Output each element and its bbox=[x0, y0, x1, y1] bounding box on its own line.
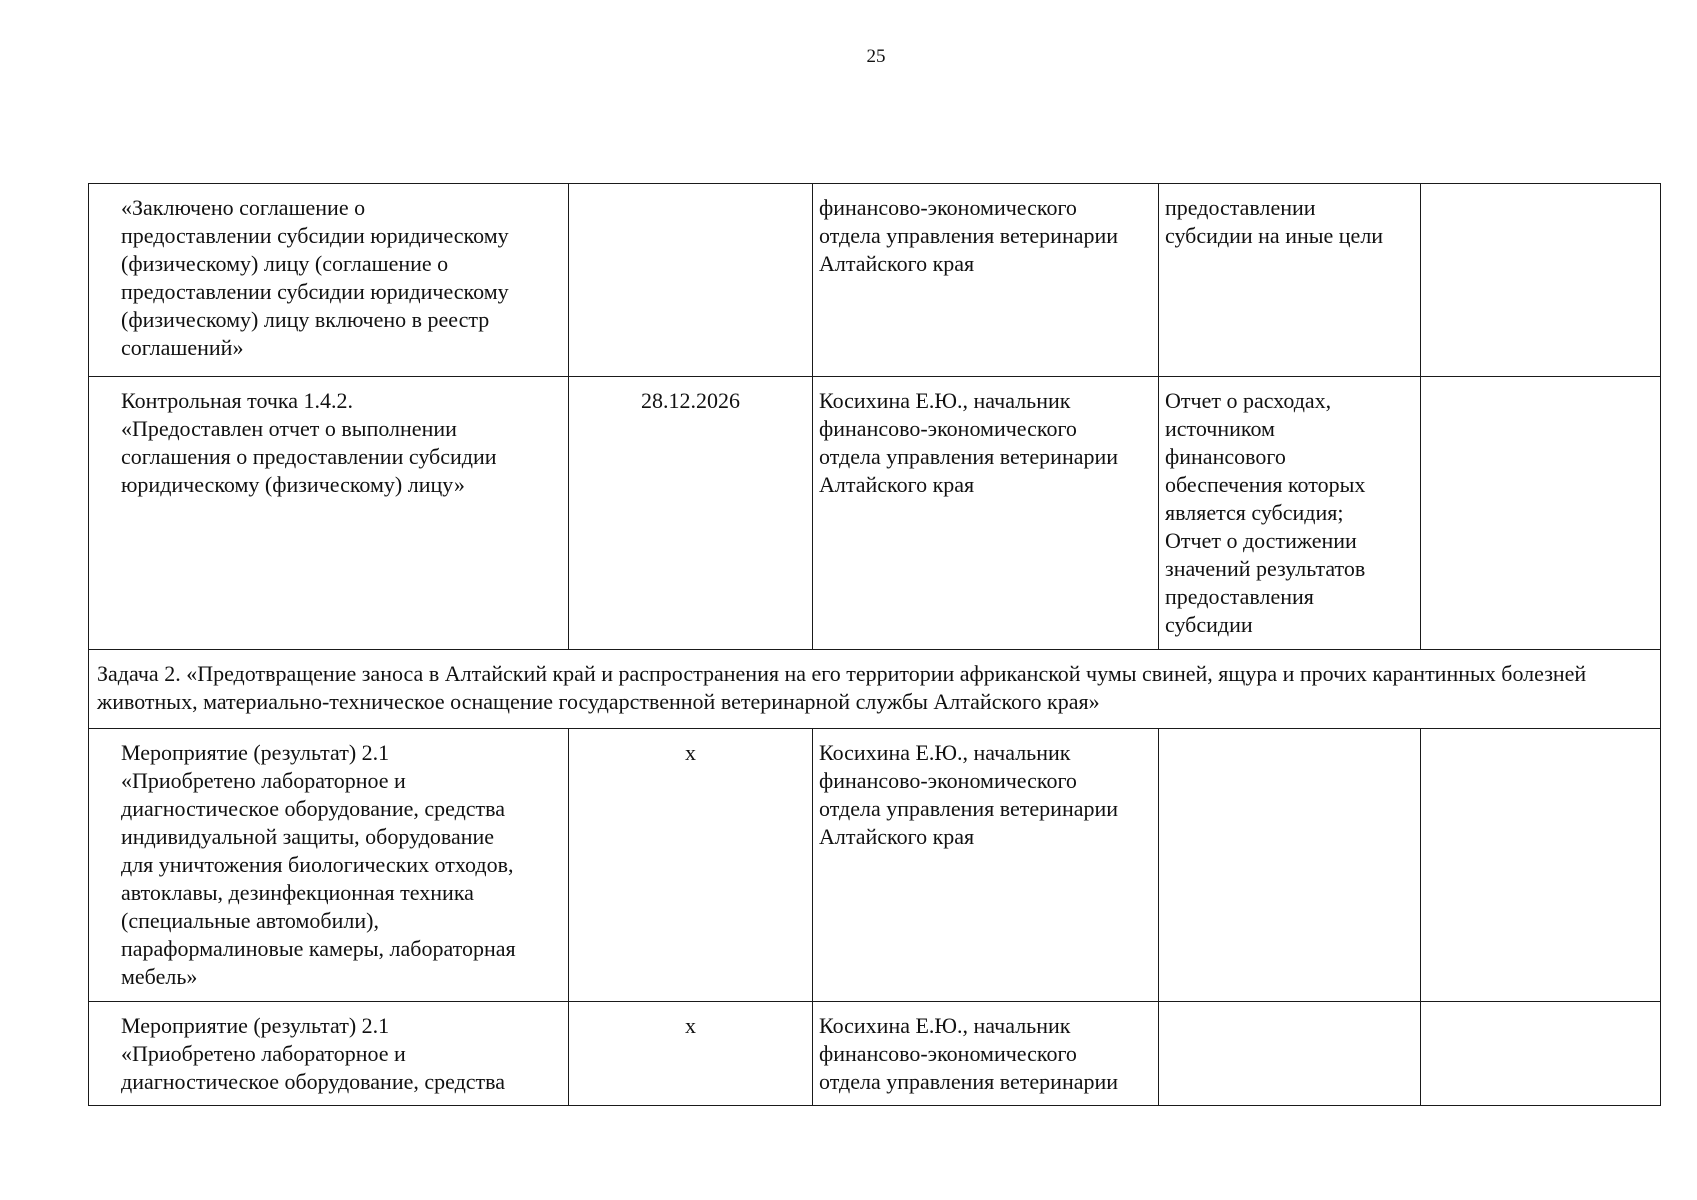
responsible-person: Косихина Е.Ю., начальник финансово-экономического отдела управления ветеринарии bbox=[819, 1013, 1119, 1094]
event-cell bbox=[89, 729, 569, 1002]
date-cell bbox=[569, 184, 813, 377]
responsible-person: Косихина Е.Ю., начальник финансово-экономического отдела управления ветеринарии Алтайского края bbox=[819, 388, 1119, 497]
event-cell bbox=[89, 1002, 569, 1106]
responsible-person: Косихина Е.Ю., начальник финансово-экономического отдела управления ветеринарии Алтайского края bbox=[819, 740, 1119, 849]
responsible-cell bbox=[813, 1002, 1159, 1106]
document-cell bbox=[1159, 729, 1421, 1002]
extra-cell bbox=[1421, 184, 1661, 377]
responsible-cell bbox=[813, 184, 1159, 377]
extra-cell bbox=[1421, 377, 1661, 650]
plan-table bbox=[88, 183, 1661, 1106]
task-cell bbox=[89, 650, 1661, 729]
task-text: Задача 2. «Предотвращение заноса в Алтайский край и распространения на его территории африканской чумы свиней, ящура и прочих карантинных болезней животных, материально-техническое оснащение государственной ветеринарной службы Алтайского края» bbox=[97, 661, 1587, 714]
task-row bbox=[89, 650, 1661, 729]
date-cell bbox=[569, 729, 813, 1002]
table-row bbox=[89, 377, 1661, 650]
date-cell bbox=[569, 1002, 813, 1106]
page-number: 25 bbox=[866, 46, 886, 67]
extra-cell bbox=[1421, 1002, 1661, 1106]
event-title: Мероприятие (результат) 2.1 «Приобретено лабораторное и диагностическое оборудование, средства bbox=[121, 1013, 506, 1094]
event-cell bbox=[89, 184, 569, 377]
event-date: х bbox=[685, 1013, 696, 1038]
date-cell bbox=[569, 377, 813, 650]
responsible-cell bbox=[813, 377, 1159, 650]
event-date: х bbox=[685, 740, 696, 765]
document-cell bbox=[1159, 184, 1421, 377]
extra-cell bbox=[1421, 729, 1661, 1002]
event-title: Контрольная точка 1.4.2. «Предоставлен отчет о выполнении соглашения о предоставлении субсидии юридическому (физическому) лицу» bbox=[121, 388, 497, 497]
table-row bbox=[89, 729, 1661, 1002]
confirming-document: Отчет о расходах, источником финансового обеспечения которых является субсидия; Отчет о достижении значений результатов предоставления субсидии bbox=[1165, 388, 1366, 637]
event-title: «Заключено соглашение о предоставлении субсидии юридическому (физическому) лицу (соглашение о предоставлении субсидии юридическому (физическому) лицу включено в реестр соглашений» bbox=[121, 195, 509, 360]
table-row bbox=[89, 1002, 1661, 1106]
event-title: Мероприятие (результат) 2.1 «Приобретено лабораторное и диагностическое оборудование, средства индивидуальной защиты, оборудование для уничтожения биологических отходов, автоклавы, дезинфекционная техника (специальные автомобили), параформалиновые камеры, лабораторная мебель» bbox=[121, 740, 516, 989]
responsible-cell bbox=[813, 729, 1159, 1002]
document-cell bbox=[1159, 1002, 1421, 1106]
event-date: 28.12.2026 bbox=[641, 388, 740, 413]
confirming-document: предоставлении субсидии на иные цели bbox=[1165, 195, 1384, 248]
table-row bbox=[89, 184, 1661, 377]
document-cell bbox=[1159, 377, 1421, 650]
event-cell bbox=[89, 377, 569, 650]
responsible-person: финансово-экономического отдела управления ветеринарии Алтайского края bbox=[819, 195, 1119, 276]
